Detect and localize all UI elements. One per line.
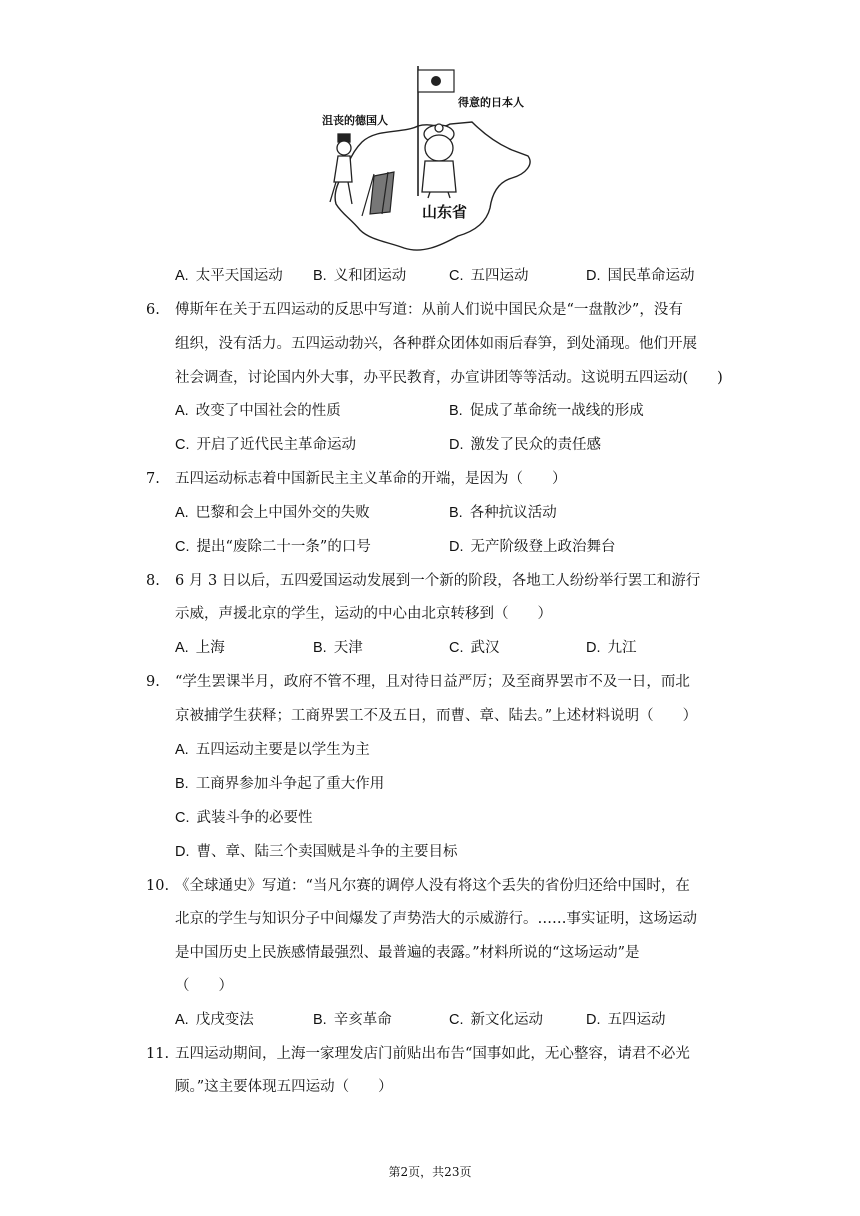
q10-stem-line: 北京的学生与知识分子中间爆发了声势浩大的示威游行。……事实证明，这场运动 [175,911,697,927]
q9-option-c[interactable]: C. 武装斗争的必要性 [175,810,313,826]
q10-stem-line: （ ） [175,978,233,994]
q6-number: 6. [146,302,160,318]
q10-option-a[interactable]: A. 戊戌变法 [175,1012,254,1028]
q6-stem-line: 社会调查，讨论国内外大事，办平民教育，办宣讲团等等活动。这说明五四运动( ) [175,370,723,386]
q5-option-b[interactable]: B. 义和团运动 [313,268,407,284]
q6-option-c[interactable]: C. 开启了近代民主革命运动 [175,437,356,453]
q9-option-d[interactable]: D. 曹、章、陆三个卖国贼是斗争的主要目标 [175,844,458,860]
q10-stem-line: 《全球通史》写道：“当凡尔赛的调停人没有将这个丢失的省份归还给中国时，在 [175,878,690,894]
q8-stem-line: 示威，声援北京的学生，运动的中心由北京转移到（ ） [175,606,552,622]
q5-option-c[interactable]: C. 五四运动 [449,268,529,284]
q10-option-d[interactable]: D. 五四运动 [586,1012,666,1028]
q9-stem-line: 京被捕学生获释；工商界罢工不及五日，而曹、章、陆去。”上述材料说明（ ） [175,708,698,724]
q10-number: 10. [146,878,170,894]
q8-option-b[interactable]: B. 天津 [313,640,363,656]
label-japanese: 得意的日本人 [458,96,524,109]
q6-option-a[interactable]: A. 改变了中国社会的性质 [175,403,341,419]
cartoon-figure [322,64,540,260]
german-flag [362,172,394,216]
q9-option-b[interactable]: B. 工商界参加斗争起了重大作用 [175,776,385,792]
q5-option-d[interactable]: D. 国民革命运动 [586,268,695,284]
label-german: 沮丧的德国人 [322,114,388,127]
q10-option-c[interactable]: C. 新文化运动 [449,1012,543,1028]
q11-number: 11. [146,1046,170,1062]
q6-stem-line: 傅斯年在关于五四运动的反思中写道：从前人们说中国民众是“一盘散沙”，没有 [175,302,683,318]
q7-option-a[interactable]: A. 巴黎和会上中国外交的失败 [175,505,370,521]
q8-option-c[interactable]: C. 武汉 [449,640,500,656]
page-footer: 第2页，共23页 [388,1165,472,1179]
q5-option-a[interactable]: A. 太平天国运动 [175,268,283,284]
q9-number: 9. [146,674,160,690]
q9-option-a[interactable]: A. 五四运动主要是以学生为主 [175,742,370,758]
q10-option-b[interactable]: B. 辛亥革命 [313,1012,392,1028]
q7-option-b[interactable]: B. 各种抗议活动 [449,505,557,521]
japanese-figure [422,124,456,198]
label-shandong: 山东省 [422,203,468,221]
q11-stem-line: 五四运动期间，上海一家理发店门前贴出布告“国事如此，无心整容，请君不必光 [175,1046,690,1062]
q6-option-d[interactable]: D. 激发了民众的责任感 [449,437,601,453]
q7-number: 7. [146,471,160,487]
q6-option-b[interactable]: B. 促成了革命统一战线的形成 [449,403,644,419]
q7-stem-line: 五四运动标志着中国新民主主义革命的开端，是因为（ ） [175,471,567,487]
q10-stem-line: 是中国历史上民族感情最强烈、最普遍的表露。”材料所说的“这场运动”是 [175,945,640,961]
q9-stem-line: “学生罢课半月，政府不管不理，且对待日益严厉；及至商界罢市不及一日，而北 [175,674,690,690]
q6-stem-line: 组织，没有活力。五四运动勃兴，各种群众团体如雨后春笋，到处涌现。他们开展 [175,336,697,352]
q11-stem-line: 顾。”这主要体现五四运动（ ） [175,1079,393,1095]
q8-option-d[interactable]: D. 九江 [586,640,637,656]
q7-option-d[interactable]: D. 无产阶级登上政治舞台 [449,539,616,555]
q8-number: 8. [146,573,160,589]
german-figure [330,134,352,204]
q8-option-a[interactable]: A. 上海 [175,640,225,656]
q8-stem-line: 6 月 3 日以后，五四爱国运动发展到一个新的阶段，各地工人纷纷举行罢工和游行 [175,573,701,589]
q7-option-c[interactable]: C. 提出“废除二十一条”的口号 [175,539,371,555]
